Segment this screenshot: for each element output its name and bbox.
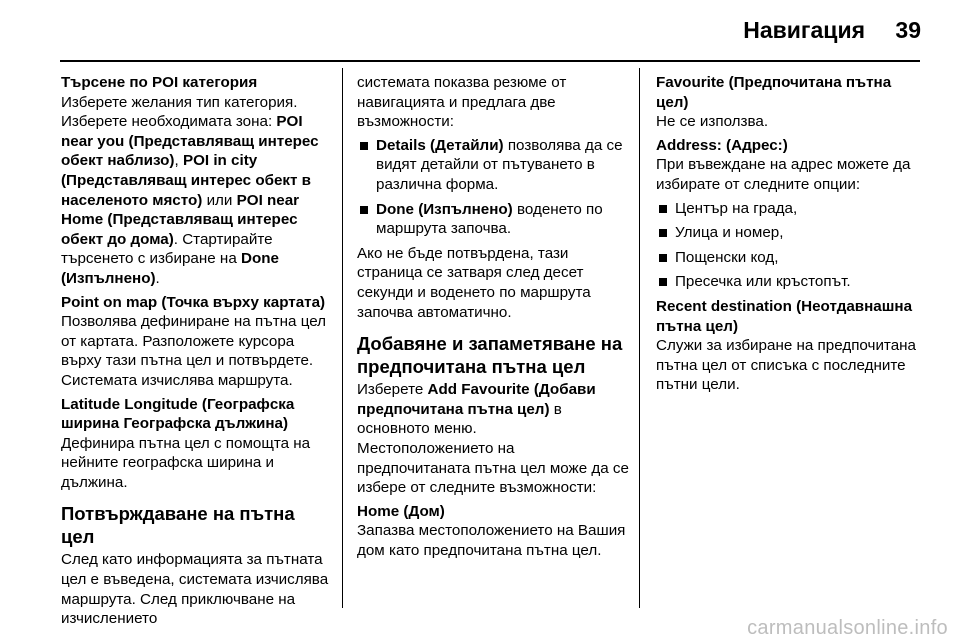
bullet-icon: [659, 254, 667, 262]
details-label: Details (Детайли): [376, 136, 504, 154]
column-1: [61, 73, 333, 633]
poi-near-home-label: POI near Home (Представляващ интерес обект до дома): [61, 191, 300, 248]
done-label: Done (Изпълнено): [61, 250, 279, 287]
favourite-paragraph: [656, 73, 924, 132]
bullet-icon: [360, 142, 368, 150]
lat-long-text: Дефинира пътна цел с помощта на нейните географска ширина и дължина.: [61, 434, 311, 491]
page-header: [0, 0, 960, 60]
watermark: carmanualsonline.info: [747, 617, 948, 639]
bullet-icon: [659, 205, 667, 213]
poi-category-title: Търсене по POI категория: [61, 74, 258, 91]
poi-text-3: или: [202, 191, 237, 209]
list-item: [357, 200, 631, 239]
address-title: Address: (Адрес:): [656, 136, 788, 154]
point-on-map-text: Позволява дефиниране на пътна цел от картата. Разположете курсора върху тази пътна цел и потвърдете. Системата изчислява маршрута.: [61, 313, 327, 389]
add-favourite-paragraph: [357, 380, 631, 498]
poi-text-5: .: [155, 269, 160, 287]
auto-start-text: Ако не бъде потвърдена, тази страница се затваря след десет секунди и воденето по маршрута започва автоматично.: [357, 244, 591, 321]
list-item: [357, 136, 631, 195]
recent-destination-title: Recent destination (Неотдавнашна пътна цел): [656, 297, 913, 335]
address-option-text: Пощенски код,: [675, 248, 779, 266]
lat-long-title: Latitude Longitude (Географска ширина Географска дължина): [61, 395, 295, 433]
list-item: [656, 248, 924, 268]
poi-near-you-label: POI near you (Представляващ интерес обект наблизо): [61, 113, 319, 170]
home-paragraph: [357, 502, 631, 561]
add-favourite-text-1: Изберете: [357, 381, 428, 399]
add-favourite-heading: Добавяне и запаметяване на предпочитана пътна цел: [357, 333, 623, 378]
add-favourite-label: Add Favourite (Добави предпочитана пътна цел): [357, 381, 596, 418]
favourite-text: Не се използва.: [656, 113, 769, 131]
bullet-icon: [659, 229, 667, 237]
header-rule: [60, 60, 920, 62]
favourite-title: Favourite (Предпочитана пътна цел): [656, 74, 892, 111]
address-paragraph: [656, 136, 924, 195]
done-option-label: Done (Изпълнено): [376, 200, 513, 218]
address-text: При въвеждане на адрес можете да избирате от следните опции:: [656, 156, 911, 193]
confirm-destination-text: След като информацията за пътната цел е въведена, системата изчислява маршрута. След приключване на изчислението: [61, 551, 329, 628]
add-favourite-text-2: в основното меню.: [357, 400, 562, 438]
confirm-destination-heading: Потвърждаване на пътна цел: [61, 503, 295, 548]
column-2: [357, 73, 631, 564]
poi-text-1: Изберете желания тип категория. Изберете необходимата зона:: [61, 93, 298, 131]
page-number: 39: [895, 17, 921, 43]
address-options-list: [656, 199, 924, 292]
summary-text: системата показва резюме от навигацията и предлага две възможности:: [357, 74, 567, 131]
bullet-icon: [659, 278, 667, 286]
poi-category-paragraph: [61, 73, 333, 289]
point-on-map-title: Point on map (Точка върху картата): [61, 293, 326, 311]
home-title: Home (Дом): [357, 502, 445, 520]
bullet-icon: [360, 206, 368, 214]
column-3: [656, 73, 924, 399]
section-title: Навигация: [743, 17, 865, 43]
point-on-map-paragraph: [61, 293, 333, 391]
poi-in-city-label: POI in city (Представляващ интерес обект в населеното място): [61, 152, 312, 209]
column-separator-1: [342, 68, 343, 608]
home-text: Запазва местоположението на Вашия дом като предпочитана пътна цел.: [357, 522, 626, 559]
add-favourite-text-3: Местоположението на предпочитаната пътна цел може да се избере от следните възможности:: [357, 439, 629, 497]
recent-destination-paragraph: [656, 297, 924, 395]
poi-text-4: . Стартирайте търсенето с избиране на: [61, 230, 273, 268]
list-item: [656, 272, 924, 292]
details-text: позволява да се видят детайли от пътуването в различна форма.: [376, 136, 623, 193]
address-option-text: Улица и номер,: [675, 224, 784, 242]
address-option-text: Център на града,: [675, 199, 798, 217]
column-separator-2: [639, 68, 640, 608]
lat-long-paragraph: [61, 395, 333, 493]
list-item: [656, 223, 924, 243]
address-option-text: Пресечка или кръстопът.: [675, 273, 851, 291]
poi-text-2: ,: [174, 152, 183, 170]
recent-destination-text: Служи за избиране на предпочитана пътна цел от списъка с последните пътни цели.: [656, 337, 916, 394]
done-option-text: воденето по маршрута започва.: [376, 200, 603, 238]
list-item: [656, 199, 924, 219]
options-list: [357, 136, 631, 239]
